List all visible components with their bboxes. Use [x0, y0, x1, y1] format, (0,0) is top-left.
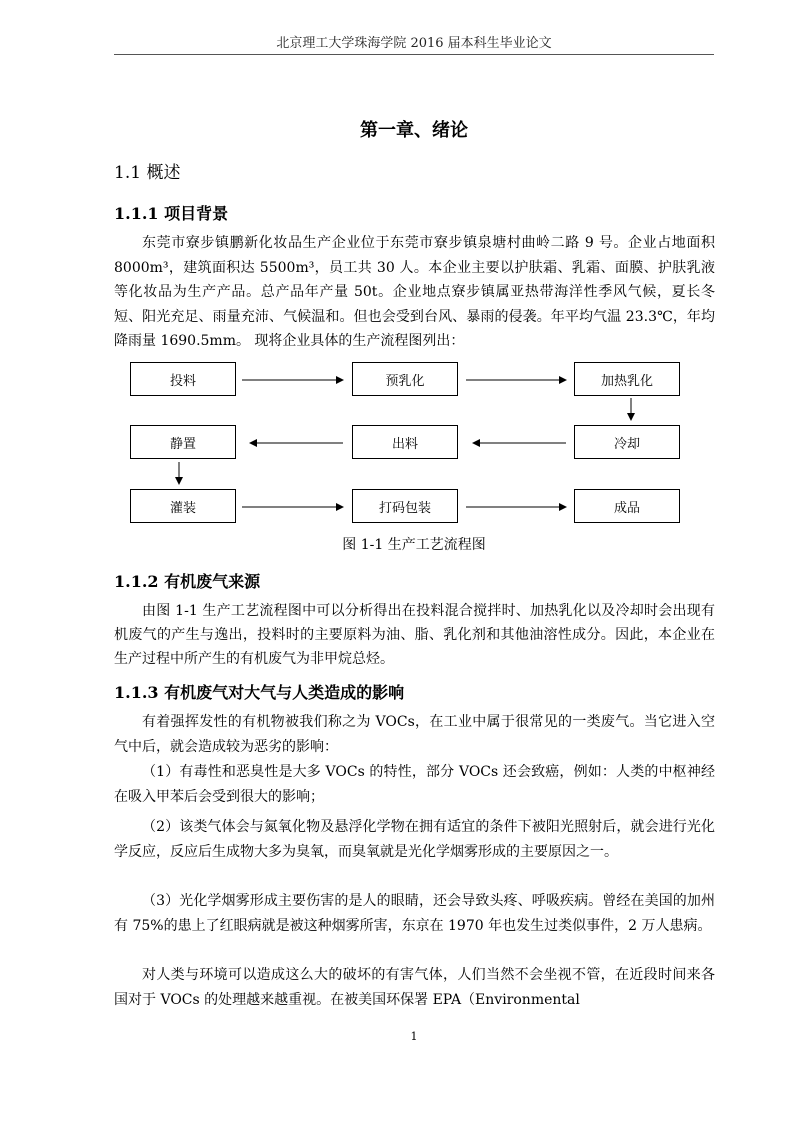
- figure-caption: 图 1-1 生产工艺流程图: [342, 537, 486, 553]
- section-1-1-1-heading: 1.1.1 项目背景: [114, 204, 229, 223]
- flow-box-coding-packing: 打码包装: [352, 489, 458, 523]
- page-header: 北京理工大学珠海学院 2016 届本科生毕业论文: [276, 36, 552, 51]
- section-1-1-3-heading: 1.1.3 有机废气对大气与人类造成的影响: [114, 683, 405, 702]
- flow-box-pre-emulsify: 预乳化: [352, 362, 458, 396]
- flow-box-standing: 静置: [130, 425, 236, 459]
- section-1-1-2-heading: 1.1.2 有机废气来源: [114, 572, 261, 591]
- flow-box-feeding: 投料: [130, 362, 236, 396]
- flow-box-cooling: 冷却: [574, 425, 680, 459]
- flow-box-heat-emulsify: 加热乳化: [574, 362, 680, 396]
- paragraph-impact-1: （1）有毒性和恶臭性是大多 VOCs 的特性，部分 VOCs 还会致癌，例如：人类的中枢神经在吸入甲苯后会受到很大的影响；: [114, 764, 715, 805]
- process-flowchart: [0, 0, 793, 560]
- paragraph-impact-intro: 有着强挥发性的有机物被我们称之为 VOCs，在工业中属于很常见的一类废气。当它进入空气中后，就会造成较为恶劣的影响：: [114, 714, 715, 755]
- page-number: 1: [410, 1030, 418, 1043]
- chapter-title: 第一章、绪论: [360, 120, 468, 141]
- paragraph-impact-4: 对人类与环境可以造成这么大的破坏的有害气体，人们当然不会坐视不管，在近段时间来各国对于 VOCs 的处理越来越重视。在被美国环保署 EPA（Environmental: [114, 967, 715, 1008]
- flow-box-filling: 灌装: [130, 489, 236, 523]
- flow-box-discharge: 出料: [352, 425, 458, 459]
- flow-box-finished-product: 成品: [574, 489, 680, 523]
- paragraph-source: 由图 1-1 生产工艺流程图中可以分析得出在投料混合搅拌时、加热乳化以及冷却时会出现有机废气的产生与逸出，投料时的主要原料为油、脂、乳化剂和其他油溶性成分。因此，本企业在生产过程中所产生的有机废气为非甲烷总烃。: [114, 603, 715, 667]
- section-1-1-heading: 1.1 概述: [114, 163, 181, 183]
- paragraph-background: 东莞市寮步镇鹏新化妆品生产企业位于东莞市寮步镇泉塘村曲岭二路 9 号。企业占地面积 8000m³，建筑面积达 5500m³，员工共 30 人。本企业主要以护肤霜、乳霜、面膜、护肤乳液等化妆品为生产产品。总产品年产量 50t。企业地点寮步镇属亚热带海洋性季风气候，夏长冬短、阳光充足、雨量充沛、气候温和。但也会受到台风、暴雨的侵袭。年平均气温 23.3℃，年均降雨量 1690.5mm。 现将企业具体的生产流程图列出：: [114, 235, 715, 349]
- paragraph-impact-2: （2）该类气体会与氮氧化物及悬浮化学物在拥有适宜的条件下被阳光照射后，就会进行光化学反应，反应后生成物大多为臭氧，而臭氧就是光化学烟雾形成的主要原因之一。: [114, 819, 715, 860]
- paragraph-impact-3: （3）光化学烟雾形成主要伤害的是人的眼睛，还会导致头疼、呼吸疾病。曾经在美国的加州有 75%的患上了红眼病就是被这种烟雾所害，东京在 1970 年也发生过类似事件，2 万人患病。: [114, 893, 715, 934]
